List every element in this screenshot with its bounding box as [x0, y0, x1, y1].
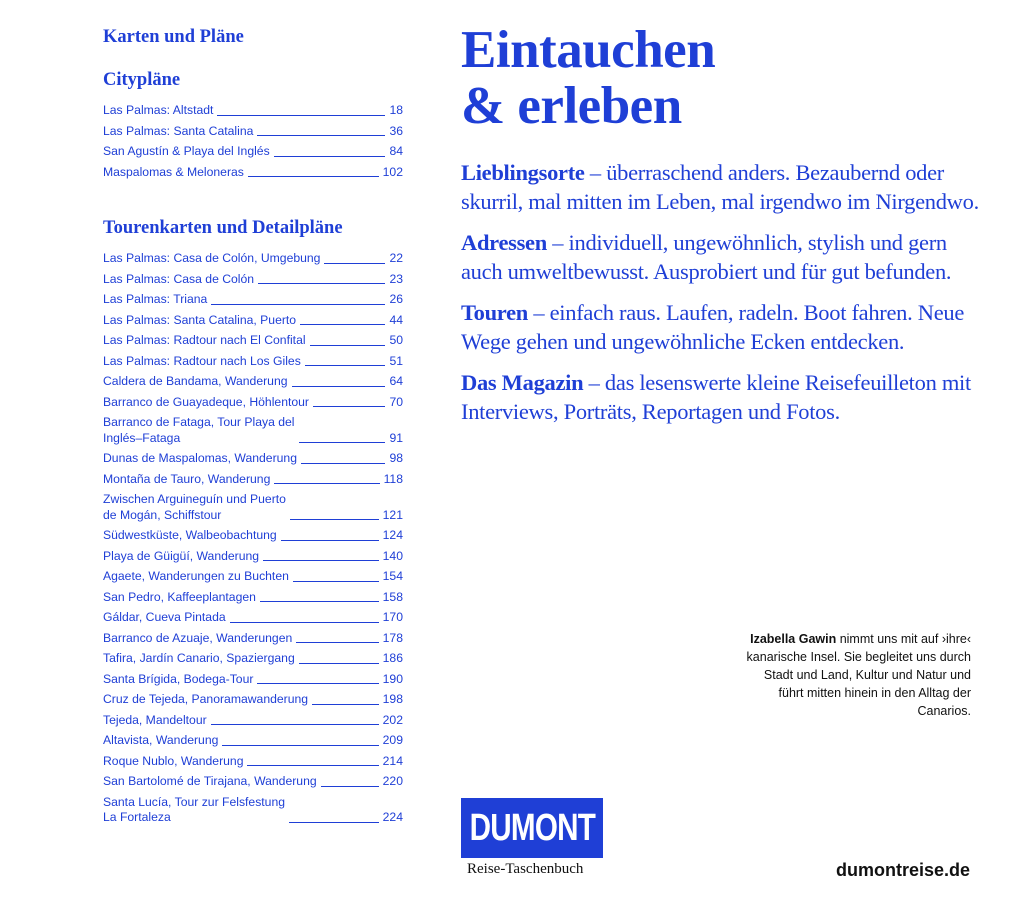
leader-line: [299, 442, 386, 443]
toc-entry-title: Barranco de Fataga, Tour Playa del: [103, 415, 295, 429]
toc-entry-title: Agaete, Wanderungen zu Buchten: [103, 569, 289, 583]
toc-entry-page: 186: [382, 651, 403, 665]
toc-entry-title-cont: de Mogán, Schiffstour: [103, 507, 222, 522]
feature-paragraph: [461, 158, 981, 216]
toc-entry: [103, 124, 403, 140]
city-plan-list: [103, 103, 403, 180]
leader-line: [296, 642, 378, 643]
toc-entry-page: 84: [389, 144, 403, 158]
toc-entry: [103, 292, 403, 308]
toc-entry: [103, 549, 403, 565]
toc-entry-page: 18: [389, 103, 403, 117]
toc-entry-title: Santa Lucía, Tour zur Felsfestung: [103, 794, 286, 809]
leader-line: [248, 176, 379, 177]
logo-subtitle: Reise-Taschenbuch: [467, 861, 584, 877]
toc-entry-title: Las Palmas: Casa de Colón: [103, 271, 255, 286]
toc-entry-page: 118: [383, 471, 403, 486]
toc-entry-page: 214: [382, 753, 403, 768]
leader-line: [211, 724, 379, 725]
main-title-line1: Eintauchen: [461, 21, 716, 79]
leader-line: [312, 704, 379, 705]
leader-line: [305, 365, 386, 366]
toc-entry-title: Las Palmas: Radtour nach Los Giles: [103, 353, 301, 368]
city-plans-heading: Citypläne: [103, 70, 181, 90]
toc-entry-title: Caldera de Bandama, Wanderung: [103, 374, 288, 388]
toc-entry-title-cont: La Fortaleza: [103, 810, 171, 824]
toc-entry: [103, 103, 403, 119]
toc-entry-page: 98: [389, 451, 403, 465]
website-link[interactable]: dumontreise.de: [835, 860, 970, 880]
toc-entry-title: Playa de Güigüí, Wanderung: [103, 548, 260, 563]
toc-entry: [103, 528, 403, 544]
toc-entry-title: Tejeda, Mandeltour: [103, 712, 207, 727]
toc-entry-title: Las Palmas: Altstadt: [103, 103, 214, 117]
leader-line: [299, 663, 379, 664]
leader-line: [289, 822, 379, 823]
leader-line: [301, 463, 385, 464]
logo-box: [461, 798, 603, 858]
dumont-logo: [461, 798, 603, 878]
leader-line: [274, 483, 379, 484]
toc-entry-page: 64: [389, 374, 403, 388]
map-index: [103, 26, 403, 831]
feature-heading: Lieblingsorte: [461, 160, 585, 185]
toc-entry-title: Altavista, Wanderung: [103, 733, 219, 747]
toc-entry-page: 36: [389, 123, 403, 138]
intro-column: [461, 22, 981, 426]
leader-line: [211, 304, 385, 305]
toc-entry-page: 178: [382, 630, 403, 645]
toc-entry-title: Zwischen Arguineguín und Puerto: [103, 492, 286, 506]
toc-entry: [103, 492, 403, 523]
main-title: [461, 22, 981, 134]
toc-entry-page: 50: [389, 333, 403, 347]
leader-line: [217, 115, 385, 116]
toc-entry-title: Las Palmas: Santa Catalina: [103, 123, 254, 138]
feature-heading: Touren: [461, 300, 528, 325]
toc-entry: [103, 569, 403, 585]
toc-entry-title: Roque Nublo, Wanderung: [103, 753, 244, 768]
toc-entry: [103, 795, 403, 826]
toc-entry-page: 209: [382, 733, 403, 747]
feature-text: – einfach raus. Laufen, radeln. Boot fahren. Neue Wege gehen und ungewöhnliche Ecken entdecken.: [461, 300, 965, 354]
leader-line: [222, 745, 378, 746]
toc-entry: [103, 472, 403, 488]
leader-line: [230, 622, 379, 623]
toc-entry: [103, 333, 403, 349]
toc-entry: [103, 313, 403, 329]
toc-entry-title: San Agustín & Playa del Inglés: [103, 144, 270, 158]
toc-entry-page: 44: [389, 312, 403, 327]
feature-heading: Das Magazin: [461, 370, 584, 395]
author-name: Izabella Gawin: [750, 632, 837, 646]
toc-entry-title: Gáldar, Cueva Pintada: [103, 610, 226, 624]
toc-entry: [103, 144, 403, 160]
toc-entry: [103, 610, 403, 626]
toc-entry-page: 224: [382, 810, 403, 824]
toc-entry: [103, 774, 403, 790]
leader-line: [290, 519, 379, 520]
leader-line: [257, 683, 378, 684]
toc-entry: [103, 631, 403, 647]
toc-entry-page: 170: [382, 610, 403, 624]
toc-entry-title-cont: Inglés–Fataga: [103, 430, 181, 445]
toc-entry: [103, 672, 403, 688]
author-blurb: [741, 630, 971, 720]
toc-entry-page: 51: [389, 353, 403, 368]
toc-entry-title: Santa Brígida, Bodega-Tour: [103, 671, 254, 686]
toc-entry: [103, 374, 403, 390]
toc-entry-title: Maspalomas & Meloneras: [103, 164, 244, 179]
feature-text: – überraschend anders. Bezaubernd oder skurril, mal mitten im Leben, mal irgendwo im Nirgendwo.: [461, 160, 979, 214]
toc-entry-title: Las Palmas: Santa Catalina, Puerto: [103, 312, 297, 327]
leader-line: [300, 324, 385, 325]
toc-entry: [103, 754, 403, 770]
toc-entry: [103, 713, 403, 729]
toc-entry-page: 202: [382, 712, 403, 727]
toc-entry-title: Las Palmas: Radtour nach El Confital: [103, 333, 306, 347]
toc-entry-page: 198: [382, 692, 403, 706]
feature-paragraph: [461, 368, 981, 426]
leader-line: [281, 540, 379, 541]
leader-line: [258, 283, 385, 284]
toc-entry-page: 70: [389, 394, 403, 409]
toc-entry-page: 124: [382, 528, 403, 542]
toc-entry-title: Barranco de Azuaje, Wanderungen: [103, 630, 293, 645]
toc-entry: [103, 395, 403, 411]
toc-entry-title: Barranco de Guayadeque, Höhlentour: [103, 394, 309, 409]
maps-heading: Karten und Pläne: [103, 27, 244, 47]
feature-text: – individuell, ungewöhnlich, stylish und gern auch umweltbewusst. Ausprobiert und für gut befunden.: [461, 230, 952, 284]
toc-entry: [103, 354, 403, 370]
feature-text: – das lesenswerte kleine Reisefeuilleton mit Interviews, Porträts, Reportagen und Fotos.: [461, 370, 971, 424]
toc-entry: [103, 651, 403, 667]
toc-entry-page: 220: [382, 774, 403, 788]
toc-entry-page: 23: [389, 271, 403, 286]
leader-line: [257, 135, 385, 136]
author-text: nimmt uns mit auf ›ihre‹ kanarische Insel. Sie begleitet uns durch Stadt und Land, Kultur und Natur und führt mitten hinein in den Alltag der Canarios.: [746, 632, 971, 718]
toc-entry: [103, 415, 403, 446]
leader-line: [263, 560, 379, 561]
toc-entry: [103, 272, 403, 288]
toc-entry: [103, 251, 403, 267]
feature-heading: Adressen: [461, 230, 547, 255]
leader-line: [247, 765, 378, 766]
toc-entry-title: Tafira, Jardín Canario, Spaziergang: [103, 651, 295, 665]
tour-maps-heading: Tourenkarten und Detailpläne: [103, 218, 343, 238]
toc-entry-title: Dunas de Maspalomas, Wanderung: [103, 451, 297, 465]
toc-entry-page: 91: [389, 430, 403, 445]
toc-entry-page: 121: [382, 507, 403, 522]
toc-entry-page: 190: [382, 671, 403, 686]
feature-list: [461, 158, 981, 426]
toc-entry-page: 158: [382, 589, 403, 604]
main-title-line2: & erleben: [461, 77, 682, 135]
feature-paragraph: [461, 228, 981, 286]
toc-entry: [103, 590, 403, 606]
leader-line: [324, 263, 385, 264]
toc-entry-page: 140: [382, 548, 403, 563]
leader-line: [310, 345, 386, 346]
leader-line: [274, 156, 386, 157]
leader-line: [293, 581, 379, 582]
toc-entry: [103, 451, 403, 467]
leader-line: [292, 386, 386, 387]
logo-brand: DUMONT: [469, 806, 595, 849]
feature-paragraph: [461, 298, 981, 356]
toc-entry-title: Las Palmas: Casa de Colón, Umgebung: [103, 251, 321, 265]
toc-entry: [103, 165, 403, 181]
toc-entry-page: 22: [389, 251, 403, 265]
toc-entry-title: San Pedro, Kaffeeplantagen: [103, 589, 256, 604]
toc-entry-title: Südwestküste, Walbeobachtung: [103, 528, 277, 542]
toc-entry: [103, 733, 403, 749]
leader-line: [313, 406, 385, 407]
toc-entry-title: Montaña de Tauro, Wanderung: [103, 471, 271, 486]
toc-entry-page: 154: [382, 569, 403, 583]
toc-entry-page: 26: [389, 292, 403, 306]
leader-line: [321, 786, 379, 787]
toc-entry-title: San Bartolomé de Tirajana, Wanderung: [103, 774, 317, 788]
toc-entry-page: 102: [382, 164, 403, 179]
toc-entry-title: Cruz de Tejeda, Panoramawanderung: [103, 692, 309, 706]
toc-entry: [103, 692, 403, 708]
leader-line: [260, 601, 379, 602]
tour-map-list: [103, 251, 403, 826]
toc-entry-title: Las Palmas: Triana: [103, 292, 208, 306]
